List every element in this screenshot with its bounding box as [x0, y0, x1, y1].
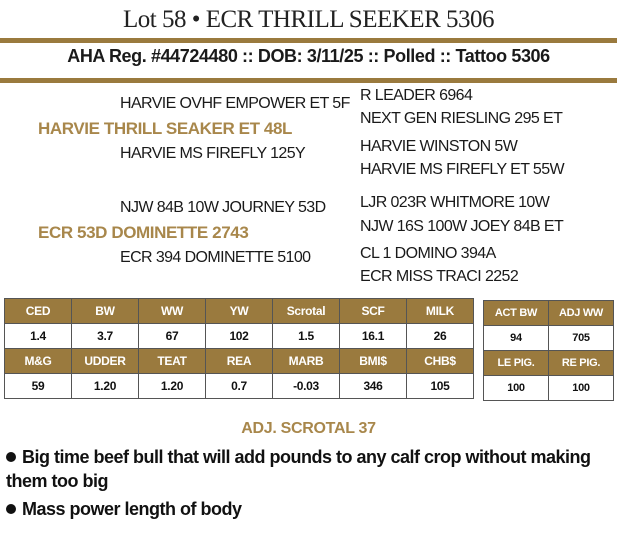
actual-header: LE PIG.: [484, 351, 549, 376]
epd-header: TEAT: [139, 349, 206, 374]
epd-header: CHB$: [407, 349, 474, 374]
epd-value: 1.20: [72, 374, 139, 399]
top-divider: [0, 38, 617, 43]
bullet-icon: [6, 452, 16, 462]
epd-value: 0.7: [206, 374, 273, 399]
epd-value: 1.4: [5, 324, 72, 349]
dam-dam-sire: CL 1 DOMINO 394A: [360, 245, 496, 262]
sire-dam-dam: HARVIE MS FIREFLY ET 55W: [360, 161, 565, 178]
comments-list: [6, 445, 612, 525]
epd-header: MARB: [273, 349, 340, 374]
dam-sire-dam: NJW 16S 100W JOEY 84B ET: [360, 218, 564, 235]
dam-sire: NJW 84B 10W JOURNEY 53D: [120, 199, 326, 216]
epd-value: 1.20: [139, 374, 206, 399]
epd-header: BMI$: [340, 349, 407, 374]
epd-header: YW: [206, 299, 273, 324]
actual-value: 705: [549, 326, 614, 351]
epd-header: SCF: [340, 299, 407, 324]
epd-header: CED: [5, 299, 72, 324]
epd-header: Scrotal: [273, 299, 340, 324]
epd-header: BW: [72, 299, 139, 324]
list-item: [6, 445, 612, 493]
actual-value: 94: [484, 326, 549, 351]
dam-dam: ECR 394 DOMINETTE 5100: [120, 249, 311, 266]
actual-header-row-1: [484, 301, 614, 326]
sire-sire: HARVIE OVHF EMPOWER ET 5F: [120, 95, 350, 112]
actual-header: RE PIG.: [549, 351, 614, 376]
lot-title: Lot 58 • ECR THRILL SEEKER 5306: [122, 6, 495, 33]
list-item: [6, 497, 612, 521]
epd-value: 346: [340, 374, 407, 399]
sire-dam: HARVIE MS FIREFLY 125Y: [120, 145, 306, 162]
dam: ECR 53D DOMINETTE 2743: [38, 223, 249, 242]
adj-scrotal: ADJ. SCROTAL 37: [241, 420, 376, 437]
epd-header: M&G: [5, 349, 72, 374]
epd-table: [4, 298, 474, 399]
epd-value: 105: [407, 374, 474, 399]
registration-line: AHA Reg. #44724480 :: DOB: 3/11/25 :: Polled :: Tattoo 5306: [67, 46, 550, 66]
epd-value: 3.7: [72, 324, 139, 349]
epd-value: 102: [206, 324, 273, 349]
epd-header: REA: [206, 349, 273, 374]
epd-header: WW: [139, 299, 206, 324]
epd-header-row-1: [5, 299, 474, 324]
epd-header: MILK: [407, 299, 474, 324]
epd-value: 59: [5, 374, 72, 399]
dam-sire-sire: LJR 023R WHITMORE 10W: [360, 194, 550, 211]
actual-value: 100: [484, 376, 549, 401]
epd-value-row-1: [5, 324, 474, 349]
actual-header-row-2: [484, 351, 614, 376]
epd-header-row-2: [5, 349, 474, 374]
actual-measures-table: [483, 300, 614, 401]
epd-header: UDDER: [72, 349, 139, 374]
epd-value: 67: [139, 324, 206, 349]
epd-value-row-2: [5, 374, 474, 399]
comment-text: Big time beef bull that will add pounds to any calf crop without making them too big: [6, 447, 591, 491]
actual-header: ACT BW: [484, 301, 549, 326]
bullet-icon: [6, 504, 16, 514]
sire: HARVIE THRILL SEAKER ET 48L: [38, 119, 293, 138]
actual-header: ADJ WW: [549, 301, 614, 326]
registration-divider: [0, 78, 617, 83]
sire-dam-sire: HARVIE WINSTON 5W: [360, 138, 518, 155]
sire-sire-dam: NEXT GEN RIESLING 295 ET: [360, 110, 563, 127]
sire-sire-sire: R LEADER 6964: [360, 87, 473, 104]
epd-value: 1.5: [273, 324, 340, 349]
dam-dam-dam: ECR MISS TRACI 2252: [360, 268, 519, 285]
epd-value: 16.1: [340, 324, 407, 349]
actual-value-row-1: [484, 326, 614, 351]
actual-value: 100: [549, 376, 614, 401]
actual-value-row-2: [484, 376, 614, 401]
epd-value: -0.03: [273, 374, 340, 399]
comment-text: Mass power length of body: [22, 499, 242, 519]
epd-value: 26: [407, 324, 474, 349]
